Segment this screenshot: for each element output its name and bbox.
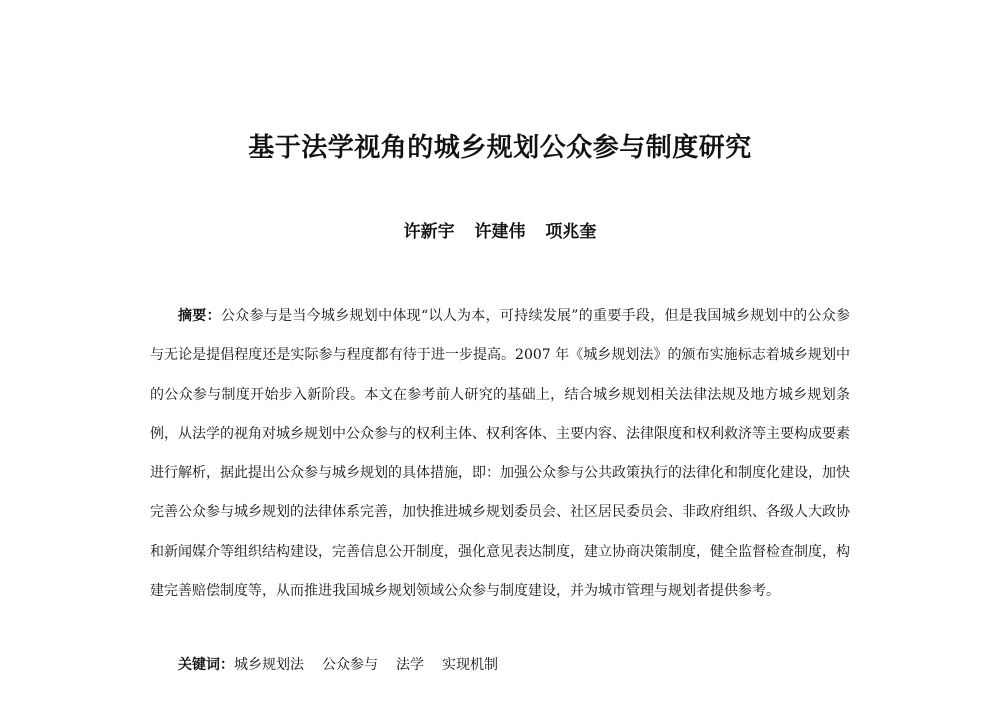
abstract-paragraph xyxy=(150,297,850,611)
abstract-text: 公众参与是当今城乡规划中体现“以人为本，可持续发展”的重要手段，但是我国城乡规划中的公众参与无论是提倡程度还是实际参与程度都有待于进一步提高。2007 年《城乡规划法》的颁布实施标志着城乡规划中的公众参与制度开始步入新阶段。本文在参考前人研究的基础上，结合城乡规划相关法律法规及地方城乡规划条例，从法学的视角对城乡规划中公众参与的权利主体、权利客体、主要内容、法律限度和权利救济等主要构成要素进行解析，据此提出公众参与城乡规划的具体措施，即：加强公众参与公共政策执行的法律化和制度化建设，加快完善公众参与城乡规划的法律体系完善，加快推进城乡规划委员会、社区居民委员会、非政府组织、各级人大政协和新闻媒介等组织结构建设，完善信息公开制度，强化意见表达制度，建立协商决策制度，健全监督检查制度，构建完善赔偿制度等，从而推进我国城乡规划领域公众参与制度建设，并为城市管理与规划者提供参考。 xyxy=(150,308,851,600)
abstract-label: 摘要： xyxy=(178,308,221,324)
keywords-line xyxy=(150,651,850,679)
paper-title: 基于法学视角的城乡规划公众参与制度研究 xyxy=(248,133,752,163)
keyword: 城乡规划法 xyxy=(234,657,304,673)
keyword: 法学 xyxy=(396,657,424,673)
keywords-label: 关键词： xyxy=(178,657,234,673)
author-list xyxy=(0,220,1000,244)
author-name: 许建伟 xyxy=(474,222,526,242)
author-name: 许新宇 xyxy=(403,222,455,242)
author-name: 项兆奎 xyxy=(545,222,597,242)
keyword: 公众参与 xyxy=(322,657,378,673)
keyword: 实现机制 xyxy=(442,657,498,673)
